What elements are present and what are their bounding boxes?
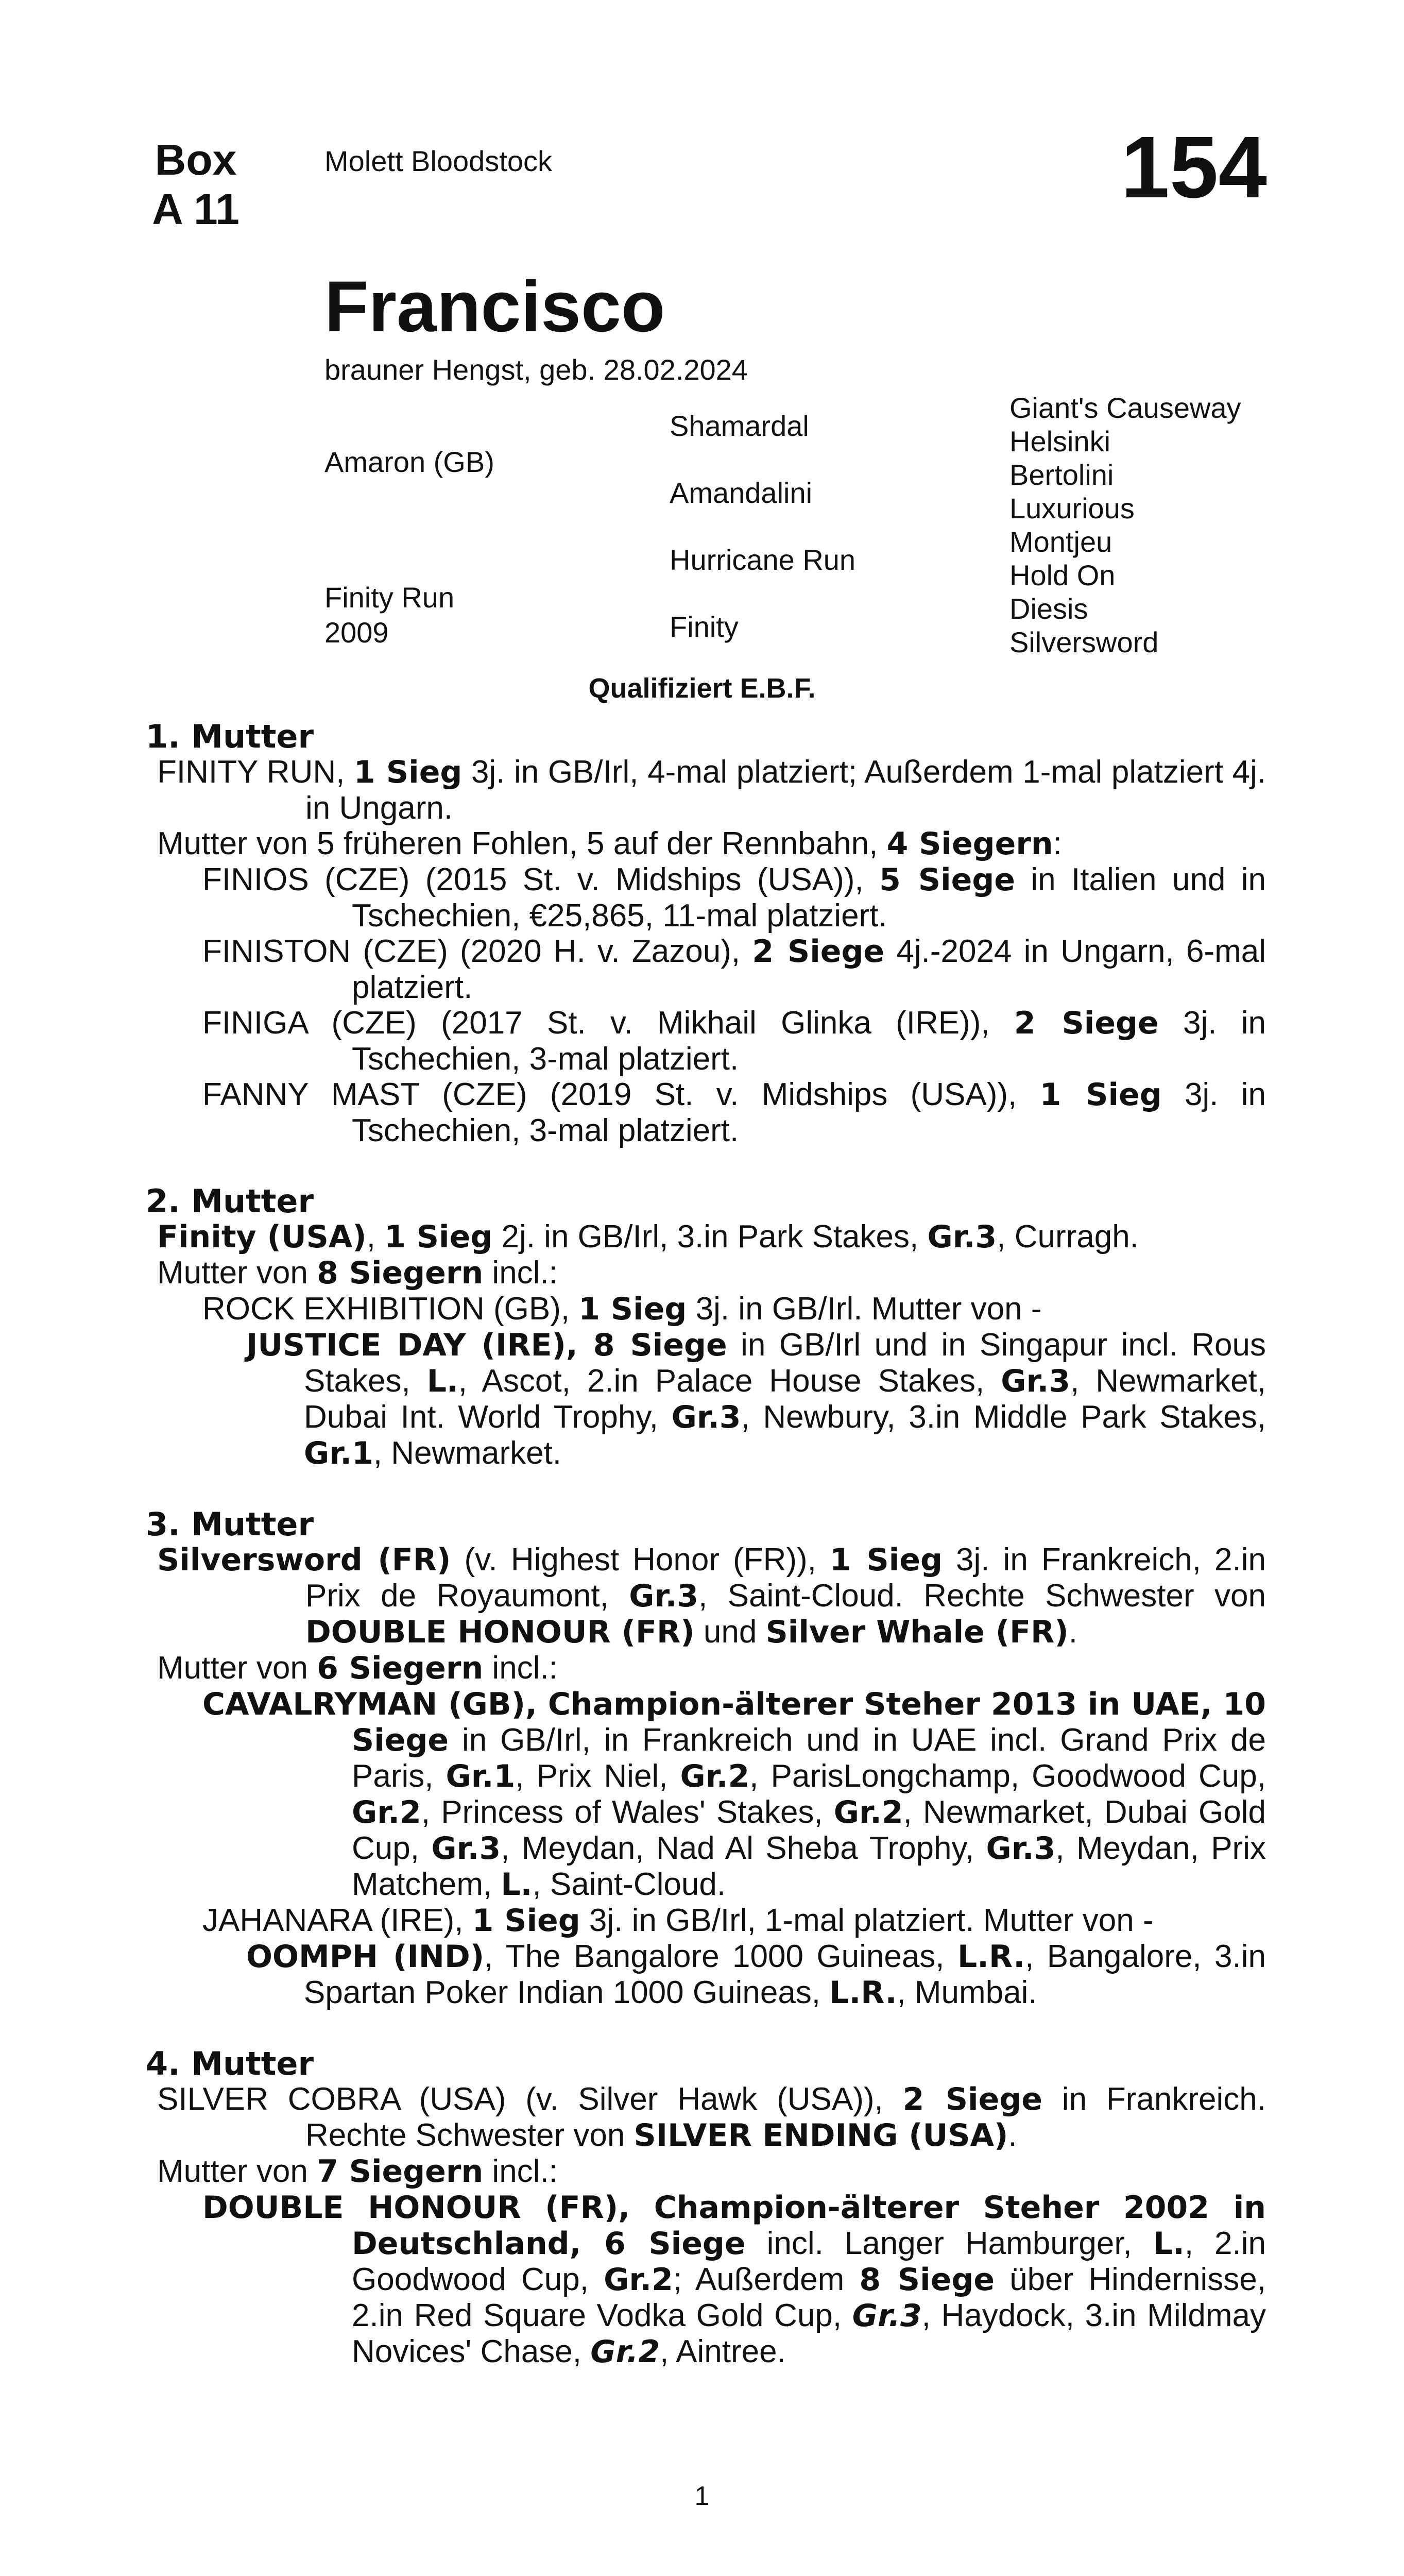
dam-record: FINITY RUN, 1 Sieg 3j. in GB/Irl, 4-mal platziert; Außerdem 1-mal platziert 4j. in Ungarn. bbox=[157, 754, 1266, 826]
produce-entry: FANNY MAST (CZE) (2019 St. v. Midships (USA)), 1 Sieg 3j. in Tschechien, 3-mal platziert. bbox=[202, 1077, 1266, 1148]
pedigree-dam-dam: Finity bbox=[670, 611, 739, 643]
dam-record: Silversword (FR) (v. Highest Honor (FR)), 1 Sieg 3j. in Frankreich, 2.in Prix de Royaumont, Gr.3, Saint-Cloud. Rechte Schwester von DOUBLE HONOUR (FR) und Silver Whale (FR). bbox=[157, 1542, 1266, 1650]
dam-record: SILVER COBRA (USA) (v. Silver Hawk (USA)), 2 Siege in Frankreich. Rechte Schwester von SILVER ENDING (USA). bbox=[157, 2081, 1266, 2154]
pedigree-table bbox=[0, 0, 1404, 721]
dam-record: Finity (USA), 1 Sieg 2j. in GB/Irl, 3.in Park Stakes, Gr.3, Curragh. bbox=[157, 1219, 1139, 1255]
horse-description: brauner Hengst, geb. 28.02.2024 bbox=[324, 353, 748, 386]
produce-entry: FINIOS (CZE) (2015 St. v. Midships (USA)), 5 Siege in Italien und in Tschechien, €25,865, 11-mal platziert. bbox=[202, 862, 1266, 934]
section-first-dam bbox=[146, 719, 1266, 1148]
pedigree-dam-sire: Hurricane Run bbox=[670, 544, 856, 576]
pedigree-dam-year: 2009 bbox=[324, 616, 389, 649]
produce-entry: DOUBLE HONOUR (FR), Champion-älterer Steher 2002 in Deutschland, 6 Siege incl. Langer Hamburger, L., 2.in Goodwood Cup, Gr.2; Außerdem 8 Siege über Hindernisse, 2.in Red Square Vodka Gold Cup, Gr.3, Haydock, 3.in Mildmay Novices' Chase, Gr.2, Aintree. bbox=[202, 2190, 1266, 2370]
pedigree-ggp: Bertolini bbox=[1009, 459, 1114, 491]
produce-entry: FINISTON (CZE) (2020 H. v. Zazou), 2 Siege 4j.-2024 in Ungarn, 6-mal platziert. bbox=[202, 934, 1266, 1005]
produce-summary: Mutter von 7 Siegern incl.: bbox=[157, 2154, 558, 2190]
section-heading: 3. Mutter bbox=[146, 1505, 314, 1543]
produce-summary: Mutter von 8 Siegern incl.: bbox=[157, 1255, 558, 1291]
produce-entry: JAHANARA (IRE), 1 Sieg 3j. in GB/Irl, 1-mal platziert. Mutter von - bbox=[202, 1903, 1154, 1939]
pedigree-ggp: Diesis bbox=[1009, 592, 1088, 625]
horse-name: Francisco bbox=[324, 266, 665, 347]
box-label-line2: A 11 bbox=[152, 185, 239, 233]
pedigree-ggp: Giant's Causeway bbox=[1009, 392, 1241, 424]
pedigree-ggp: Hold On bbox=[1009, 559, 1116, 591]
pedigree-ggp: Montjeu bbox=[1009, 526, 1112, 558]
produce-entry: CAVALRYMAN (GB), Champion-älterer Steher 2013 in UAE, 10 Siege in GB/Irl, in Frankreich und in UAE incl. Grand Prix de Paris, Gr.1, Prix Niel, Gr.2, ParisLongchamp, Goodwood Cup, Gr.2, Princess of Wales' Stakes, Gr.2, Newmarket, Dubai Gold Cup, Gr.3, Meydan, Nad Al Sheba Trophy, Gr.3, Meydan, Prix Matchem, L., Saint-Cloud. bbox=[202, 1686, 1266, 1903]
section-heading: 4. Mutter bbox=[146, 2045, 314, 2082]
qualification: Qualifiziert E.B.F. bbox=[588, 673, 816, 704]
produce-entry: OOMPH (IND), The Bangalore 1000 Guineas, L.R., Bangalore, 3.in Spartan Poker Indian 1000 Guineas, L.R., Mumbai. bbox=[246, 1939, 1266, 2011]
catalogue-content bbox=[146, 719, 1266, 2370]
produce-entry: ROCK EXHIBITION (GB), 1 Sieg 3j. in GB/Irl. Mutter von - bbox=[202, 1291, 1042, 1327]
produce-summary: Mutter von 6 Siegern incl.: bbox=[157, 1650, 558, 1686]
consignor: Molett Bloodstock bbox=[324, 145, 552, 177]
pedigree-dam: Finity Run bbox=[324, 581, 455, 614]
pedigree-sire-dam: Amandalini bbox=[670, 477, 813, 509]
section-second-dam bbox=[146, 1183, 1266, 1471]
box-label-line1: Box bbox=[155, 135, 237, 184]
produce-entry: FINIGA (CZE) (2017 St. v. Mikhail Glinka (IRE)), 2 Siege 3j. in Tschechien, 3-mal platziert. bbox=[202, 1005, 1266, 1077]
pedigree-sire-sire: Shamardal bbox=[670, 410, 809, 442]
lot-number: 154 bbox=[1121, 118, 1267, 216]
page-number: 1 bbox=[694, 2481, 710, 2511]
pedigree-ggp: Luxurious bbox=[1009, 492, 1135, 524]
section-fourth-dam bbox=[146, 2046, 1266, 2370]
pedigree-ggp: Helsinki bbox=[1009, 425, 1111, 457]
produce-entry: JUSTICE DAY (IRE), 8 Siege in GB/Irl und in Singapur incl. Rous Stakes, L., Ascot, 2.in Palace House Stakes, Gr.3, Newmarket, Dubai Int. World Trophy, Gr.3, Newbury, 3.in Middle Park Stakes, Gr.1, Newmarket. bbox=[246, 1327, 1266, 1471]
section-third-dam bbox=[146, 1506, 1266, 2011]
section-heading: 1. Mutter bbox=[146, 718, 314, 755]
produce-summary: Mutter von 5 früheren Fohlen, 5 auf der Rennbahn, 4 Siegern: bbox=[157, 826, 1062, 862]
pedigree-sire: Amaron (GB) bbox=[324, 446, 494, 478]
section-heading: 2. Mutter bbox=[146, 1182, 314, 1220]
pedigree-ggp: Silversword bbox=[1009, 626, 1159, 658]
